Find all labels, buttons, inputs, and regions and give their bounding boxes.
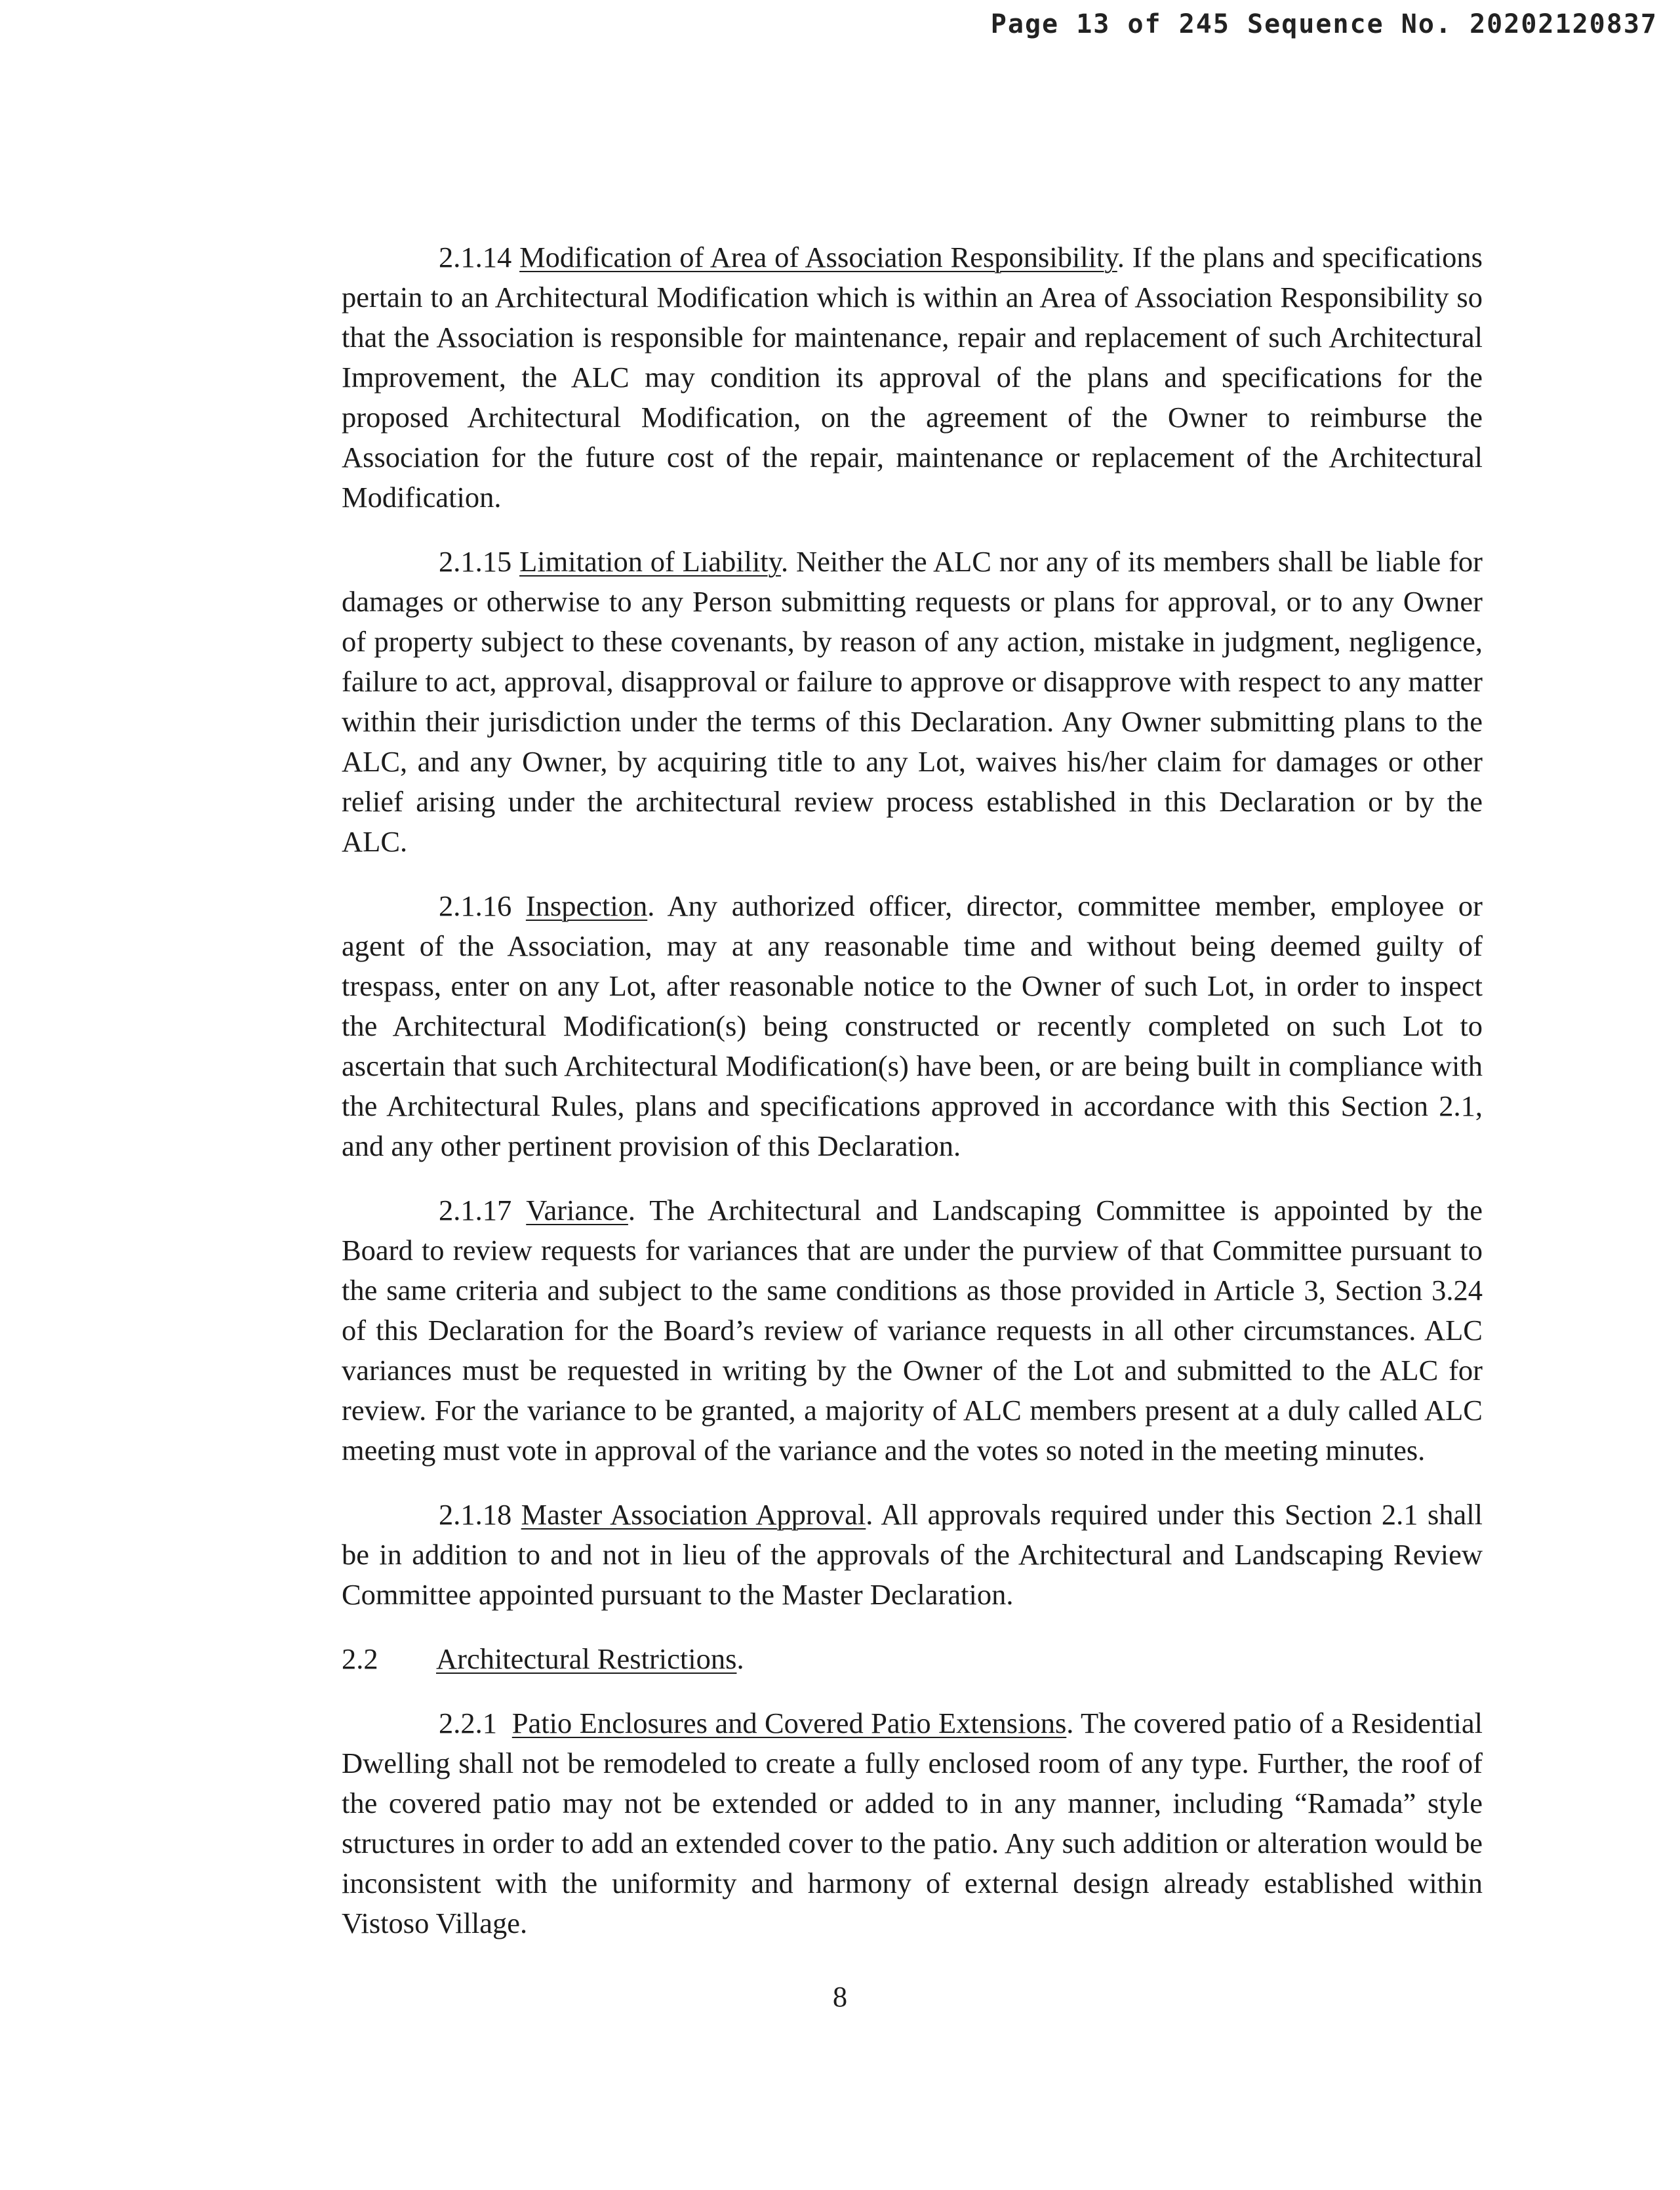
section-text: . All approvals required under this Section 2.1 shall be in addition to and not in lieu of the approvals of the Architectural and Landscaping Review Committee appointed pursuant to the Master Declaration. (342, 1498, 1483, 1611)
heading-number: 2.2 (342, 1642, 378, 1675)
section-text: . The covered patio of a Residential Dwelling shall not be remodeled to create a fully enclosed room of any type. Further, the roof of the covered patio may not be extended or added to in any manner, including “Ramada” style structures in order to add an extended cover to the patio. Any such addition or alteration would be inconsistent with the uniformity and harmony of external design already established within Vistoso Village. (342, 1707, 1483, 1939)
section-title: Variance (526, 1194, 628, 1227)
section-number: 2.1.18 (439, 1498, 512, 1531)
section-2-1-16 (342, 886, 1483, 1166)
section-number: 2.1.15 (439, 545, 512, 578)
section-number: 2.1.14 (439, 241, 512, 274)
section-2-1-18 (342, 1495, 1483, 1615)
section-2-1-17 (342, 1190, 1483, 1470)
heading-title: Architectural Restrictions (436, 1642, 737, 1675)
section-2-2-1 (342, 1703, 1483, 1943)
section-title: Patio Enclosures and Covered Patio Extensions (511, 1707, 1067, 1739)
section-number: 2.1.17 (439, 1194, 512, 1227)
section-text: . Neither the ALC nor any of its members shall be liable for damages or otherwise to any Person submitting requests or plans for approval, or to any Owner of property subject to these covenants, by reason of any action, mistake in judgment, negligence, failure to act, approval, disapproval or failure to approve or disapprove with respect to any matter within their jurisdiction under the terms of this Declaration. Any Owner submitting plans to the ALC, and any Owner, by acquiring title to any Lot, waives his/her claim for damages or other relief arising under the architectural review process established in this Declaration or by the ALC. (342, 545, 1483, 858)
heading-2-2 (342, 1639, 1483, 1679)
section-text: . The Architectural and Landscaping Committee is appointed by the Board to review requests for variances that are under the purview of that Committee pursuant to the same criteria and subject to the same conditions as those provided in Article 3, Section 3.24 of this Declaration for the Board’s review of variance requests in all other circumstances. ALC variances must be requested in writing by the Owner of the Lot and submitted to the ALC for review. For the variance to be granted, a majority of ALC members present at a duly called ALC meeting must vote in approval of the variance and the votes so noted in the meeting minutes. (342, 1194, 1483, 1467)
section-text: . Any authorized officer, director, committee member, employee or agent of the Association, may at any reasonable time and without being deemed guilty of trespass, enter on any Lot, after reasonable notice to the Owner of such Lot, in order to inspect the Architectural Modification(s) being constructed or recently completed on such Lot to ascertain that such Architectural Modification(s) have been, or are being built in compliance with the Architectural Rules, plans and specifications approved in accordance with this Section 2.1, and any other pertinent provision of this Declaration. (342, 889, 1483, 1162)
section-title: Modification of Area of Association Responsibility (519, 241, 1117, 274)
section-2-1-15 (342, 542, 1483, 862)
page-number: 8 (832, 1980, 848, 2013)
section-number: 2.1.16 (439, 889, 512, 922)
section-title: Inspection (525, 889, 648, 922)
section-title: Limitation of Liability (519, 545, 782, 578)
section-title: Master Association Approval (521, 1498, 866, 1531)
section-number: 2.2.1 (439, 1707, 497, 1739)
section-2-1-14 (342, 237, 1483, 517)
section-text: . If the plans and specifications pertain to an Architectural Modification which is within an Area of Association Responsibility so that the Association is responsible for maintenance, repair and replacement of such Architectural Improvement, the ALC may condition its approval of the plans and specifications for the proposed Architectural Modification, on the agreement of the Owner to reimburse the Association for the future cost of the repair, maintenance or replacement of the Architectural Modification. (342, 241, 1483, 514)
heading-suffix: . (736, 1642, 744, 1675)
document-header-stamp: Page 13 of 245 Sequence No. 20202120837 (990, 9, 1658, 39)
document-body (342, 237, 1483, 1968)
